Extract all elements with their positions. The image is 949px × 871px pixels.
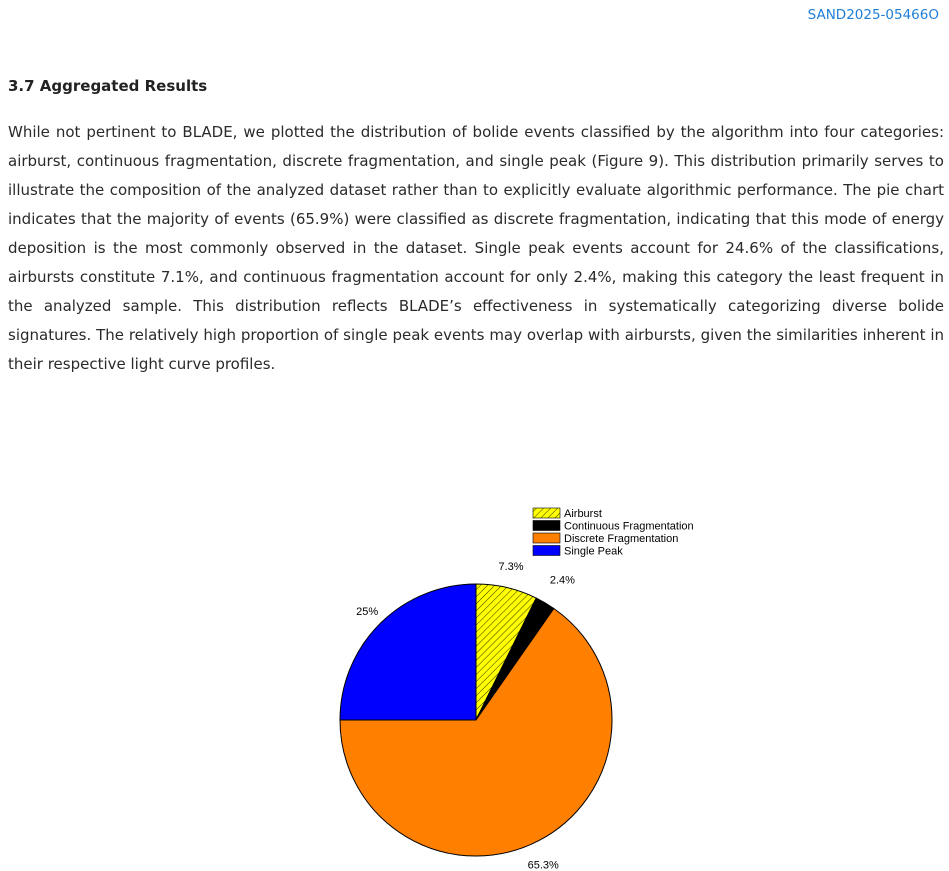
chart-legend (533, 508, 694, 558)
document-id: SAND2025-05466O (807, 7, 939, 23)
legend-label-single-peak: Single Peak (564, 545, 623, 558)
pie-chart (320, 498, 740, 870)
legend-label-continuous-fragmentation: Continuous Fragmentation (564, 520, 694, 533)
pie-slices (340, 584, 612, 856)
legend-swatch-single-peak (533, 546, 560, 556)
section-heading: 3.7 Aggregated Results (8, 77, 208, 95)
pie-label-airburst: 7.3% (498, 561, 524, 574)
legend-swatch-airburst (533, 508, 560, 518)
legend-label-airburst: Airburst (564, 508, 602, 520)
legend-label-discrete-fragmentation: Discrete Fragmentation (564, 533, 679, 545)
legend-swatch-continuous-fragmentation (533, 521, 560, 531)
body-paragraph: While not pertinent to BLADE, we plotted the distribution of bolide events classified by the algorithm into four categories: airburst, continuous fragmentation, discrete fragmentation, and single peak (Figure 9). This distribution primarily serves to illustrate the composition of the analyzed dataset rather than to explicitly evaluate algorithmic performance. The pie chart indicates that the majority of events (65.9%) were classified as discrete fragmentation, indicating that this mode of energy deposition is the most commonly observed in the dataset. Single peak events account for 24.6% of the classifications, airbursts constitute 7.1%, and continuous fragmentation account for only 2.4%, making this category the least frequent in the analyzed sample. This distribution reflects BLADE’s effectiveness in systematically categorizing diverse bolide signatures. The relatively high proportion of single peak events may overlap with airbursts, given the similarities inherent in their respective light curve profiles. (8, 123, 944, 373)
pie-slice-single-peak (340, 584, 476, 720)
pie-label-continuous-fragmentation: 2.4% (549, 574, 575, 587)
pie-chart-figure (320, 498, 740, 870)
pie-label-single-peak: 25% (356, 606, 379, 619)
legend-swatch-discrete-fragmentation (533, 533, 560, 543)
pie-label-discrete-fragmentation: 65.3% (527, 859, 559, 870)
